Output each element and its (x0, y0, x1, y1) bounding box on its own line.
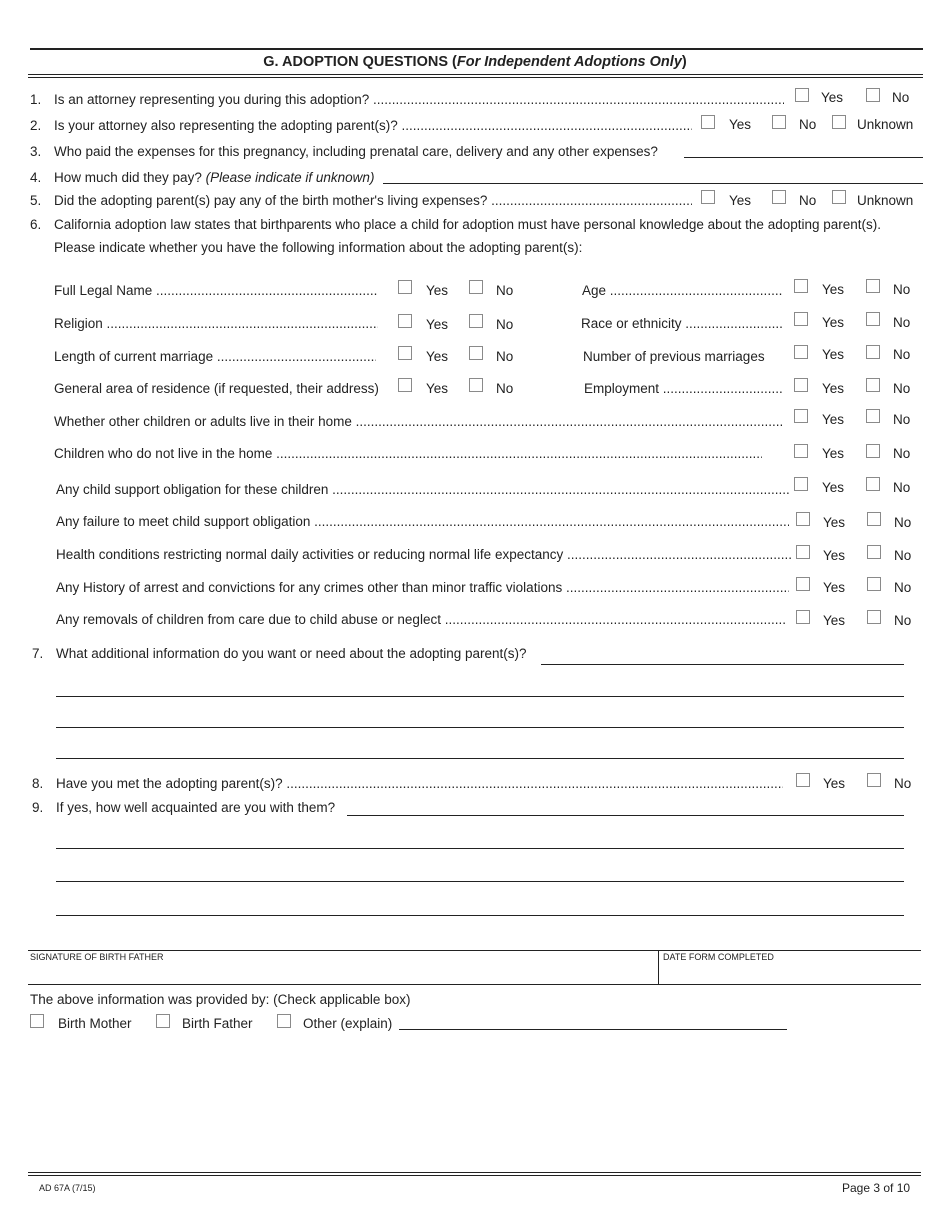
children-not-home-no-label: No (893, 446, 911, 461)
birth-mother-label: Birth Mother (58, 1016, 132, 1031)
q4-answer-line[interactable] (383, 183, 923, 184)
q8-no-label: No (894, 776, 912, 791)
date-completed-field[interactable] (660, 963, 920, 983)
footer-rule-2 (28, 1175, 921, 1176)
birth-father-checkbox[interactable] (156, 1014, 170, 1028)
residence-no-label: No (496, 381, 514, 396)
q9-answer-line-1[interactable] (347, 815, 904, 816)
prev-marriages-no-label: No (893, 347, 911, 362)
religion-yes-checkbox[interactable] (398, 314, 412, 328)
others-live-no-label: No (893, 412, 911, 427)
q5-unknown-checkbox[interactable] (832, 190, 846, 204)
signature-label: SIGNATURE OF BIRTH FATHER (30, 952, 164, 962)
birth-mother-checkbox[interactable] (30, 1014, 44, 1028)
q9-answer-line-2[interactable] (56, 848, 904, 849)
q5-yes-label: Yes (729, 193, 752, 208)
support-failure-yes-label: Yes (823, 515, 846, 530)
arrest-no-checkbox[interactable] (867, 577, 881, 591)
child-support-yes-checkbox[interactable] (794, 477, 808, 491)
info-religion: Religion ..... (54, 316, 378, 332)
q7-answer-line-3[interactable] (56, 727, 904, 728)
info-residence: General area of residence (if requested, their address) (54, 381, 379, 396)
q2-unknown-label: Unknown (857, 117, 914, 132)
q1-number: 1. (30, 92, 42, 107)
provided-by-text: The above information was provided by: (Check applicable box) (30, 992, 411, 1007)
employment-yes-label: Yes (822, 381, 845, 396)
residence-yes-label: Yes (426, 381, 449, 396)
others-live-yes-checkbox[interactable] (794, 409, 808, 423)
prev-marriages-yes-checkbox[interactable] (794, 345, 808, 359)
q4-number: 4. (30, 170, 42, 185)
age-yes-checkbox[interactable] (794, 279, 808, 293)
q2-no-label: No (799, 117, 817, 132)
info-removals: Any removals of children from care due to child abuse or neglect ..... (56, 612, 787, 628)
residence-yes-checkbox[interactable] (398, 378, 412, 392)
signature-bottom-rule (28, 984, 921, 985)
q5-no-label: No (799, 193, 817, 208)
age-no-checkbox[interactable] (866, 279, 880, 293)
health-yes-checkbox[interactable] (796, 545, 810, 559)
support-failure-no-checkbox[interactable] (867, 512, 881, 526)
residence-no-checkbox[interactable] (469, 378, 483, 392)
info-marriage-length: Length of current marriage ..... (54, 349, 376, 365)
full-name-no-checkbox[interactable] (469, 280, 483, 294)
q2-text: Is your attorney also representing the adopting parent(s)? ..... (54, 118, 692, 134)
q8-number: 8. (32, 776, 44, 791)
q2-unknown-checkbox[interactable] (832, 115, 846, 129)
q5-text: Did the adopting parent(s) pay any of the birth mother's living expenses? ..... (54, 193, 692, 209)
q6-line2: Please indicate whether you have the following information about the adopting parent(s): (54, 240, 583, 255)
info-children-not-home: Children who do not live in the home ..... (54, 446, 762, 462)
q1-text: Is an attorney representing you during this adoption? ..... (54, 92, 784, 108)
prev-marriages-yes-label: Yes (822, 347, 845, 362)
removals-yes-checkbox[interactable] (796, 610, 810, 624)
q9-number: 9. (32, 800, 44, 815)
q3-text: Who paid the expenses for this pregnancy, including prenatal care, delivery and any other expenses? (54, 144, 658, 159)
race-no-checkbox[interactable] (866, 312, 880, 326)
age-yes-label: Yes (822, 282, 845, 297)
signature-divider (658, 950, 659, 984)
employment-no-checkbox[interactable] (866, 378, 880, 392)
q2-no-checkbox[interactable] (772, 115, 786, 129)
others-live-yes-label: Yes (822, 412, 845, 427)
full-name-yes-checkbox[interactable] (398, 280, 412, 294)
q6-line1: California adoption law states that birthparents who place a child for adoption must have personal knowledge about the adopting parent(s). (54, 217, 882, 232)
q8-yes-label: Yes (823, 776, 846, 791)
health-no-checkbox[interactable] (867, 545, 881, 559)
form-id: AD 67A (7/15) (39, 1183, 96, 1193)
q6-number: 6. (30, 217, 42, 232)
signature-field[interactable] (28, 963, 657, 983)
q5-no-checkbox[interactable] (772, 190, 786, 204)
child-support-yes-label: Yes (822, 480, 845, 495)
info-health: Health conditions restricting normal daily activities or reducing normal life expectancy ..... (56, 547, 791, 563)
q7-text: What additional information do you want or need about the adopting parent(s)? (56, 646, 527, 661)
children-not-home-no-checkbox[interactable] (866, 444, 880, 458)
header-rule-2 (28, 77, 923, 78)
q7-number: 7. (32, 646, 44, 661)
arrest-yes-checkbox[interactable] (796, 577, 810, 591)
info-support-failure: Any failure to meet child support obligation ..... (56, 514, 789, 530)
others-live-no-checkbox[interactable] (866, 409, 880, 423)
health-no-label: No (894, 548, 912, 563)
section-title: G. ADOPTION QUESTIONS (For Independent Adoptions Only) (263, 54, 687, 70)
support-failure-yes-checkbox[interactable] (796, 512, 810, 526)
info-others-live: Whether other children or adults live in their home ..... (54, 414, 784, 430)
q1-no-label: No (892, 90, 910, 105)
employment-yes-checkbox[interactable] (794, 378, 808, 392)
marriage-length-yes-label: Yes (426, 349, 449, 364)
q7-answer-line-1[interactable] (541, 664, 904, 665)
q7-answer-line-4[interactable] (56, 758, 904, 759)
race-no-label: No (893, 315, 911, 330)
religion-yes-label: Yes (426, 317, 449, 332)
child-support-no-label: No (893, 480, 911, 495)
q1-yes-label: Yes (821, 90, 844, 105)
removals-yes-label: Yes (823, 613, 846, 628)
q9-answer-line-4[interactable] (56, 915, 904, 916)
date-completed-label: DATE FORM COMPLETED (663, 952, 774, 962)
q8-no-checkbox[interactable] (867, 773, 881, 787)
q8-text: Have you met the adopting parent(s)? ..... (56, 776, 783, 792)
employment-no-label: No (893, 381, 911, 396)
prev-marriages-no-checkbox[interactable] (866, 345, 880, 359)
marriage-length-yes-checkbox[interactable] (398, 346, 412, 360)
full-name-yes-label: Yes (426, 283, 449, 298)
q7-answer-line-2[interactable] (56, 696, 904, 697)
full-name-no-label: No (496, 283, 514, 298)
q5-number: 5. (30, 193, 42, 208)
header-rule-1 (28, 74, 923, 75)
q5-yes-checkbox[interactable] (701, 190, 715, 204)
info-employment: Employment ..... (584, 381, 782, 397)
info-prev-marriages: Number of previous marriages (583, 349, 765, 364)
children-not-home-yes-checkbox[interactable] (794, 444, 808, 458)
marriage-length-no-label: No (496, 349, 514, 364)
marriage-length-no-checkbox[interactable] (469, 346, 483, 360)
religion-no-label: No (496, 317, 514, 332)
race-yes-checkbox[interactable] (794, 312, 808, 326)
removals-no-label: No (894, 613, 912, 628)
arrest-no-label: No (894, 580, 912, 595)
info-arrest: Any History of arrest and convictions for any crimes other than minor traffic violations ..... (56, 580, 789, 596)
other-label: Other (explain) (303, 1016, 393, 1031)
q9-text: If yes, how well acquainted are you with them? (56, 800, 336, 815)
religion-no-checkbox[interactable] (469, 314, 483, 328)
info-age: Age ..... (582, 283, 782, 299)
q2-yes-label: Yes (729, 117, 752, 132)
health-yes-label: Yes (823, 548, 846, 563)
q3-answer-line[interactable] (684, 157, 923, 158)
removals-no-checkbox[interactable] (867, 610, 881, 624)
age-no-label: No (893, 282, 911, 297)
q5-unknown-label: Unknown (857, 193, 914, 208)
top-rule (30, 48, 923, 50)
support-failure-no-label: No (894, 515, 912, 530)
other-explain-line[interactable] (399, 1029, 787, 1030)
q1-yes-checkbox[interactable] (795, 88, 809, 102)
child-support-no-checkbox[interactable] (866, 477, 880, 491)
info-full-name: Full Legal Name ..... (54, 283, 378, 299)
footer-rule-1 (28, 1172, 921, 1173)
info-race: Race or ethnicity ..... (581, 316, 782, 332)
q2-yes-checkbox[interactable] (701, 115, 715, 129)
q9-answer-line-3[interactable] (56, 881, 904, 882)
q4-text: How much did they pay? (Please indicate if unknown) (54, 170, 375, 185)
q3-number: 3. (30, 144, 42, 159)
page-number: Page 3 of 10 (842, 1181, 911, 1195)
q2-number: 2. (30, 118, 42, 133)
info-child-support: Any child support obligation for these children ..... (56, 482, 789, 498)
q1-no-checkbox[interactable] (866, 88, 880, 102)
race-yes-label: Yes (822, 315, 845, 330)
arrest-yes-label: Yes (823, 580, 846, 595)
children-not-home-yes-label: Yes (822, 446, 845, 461)
q8-yes-checkbox[interactable] (796, 773, 810, 787)
other-checkbox[interactable] (277, 1014, 291, 1028)
birth-father-label: Birth Father (182, 1016, 253, 1031)
